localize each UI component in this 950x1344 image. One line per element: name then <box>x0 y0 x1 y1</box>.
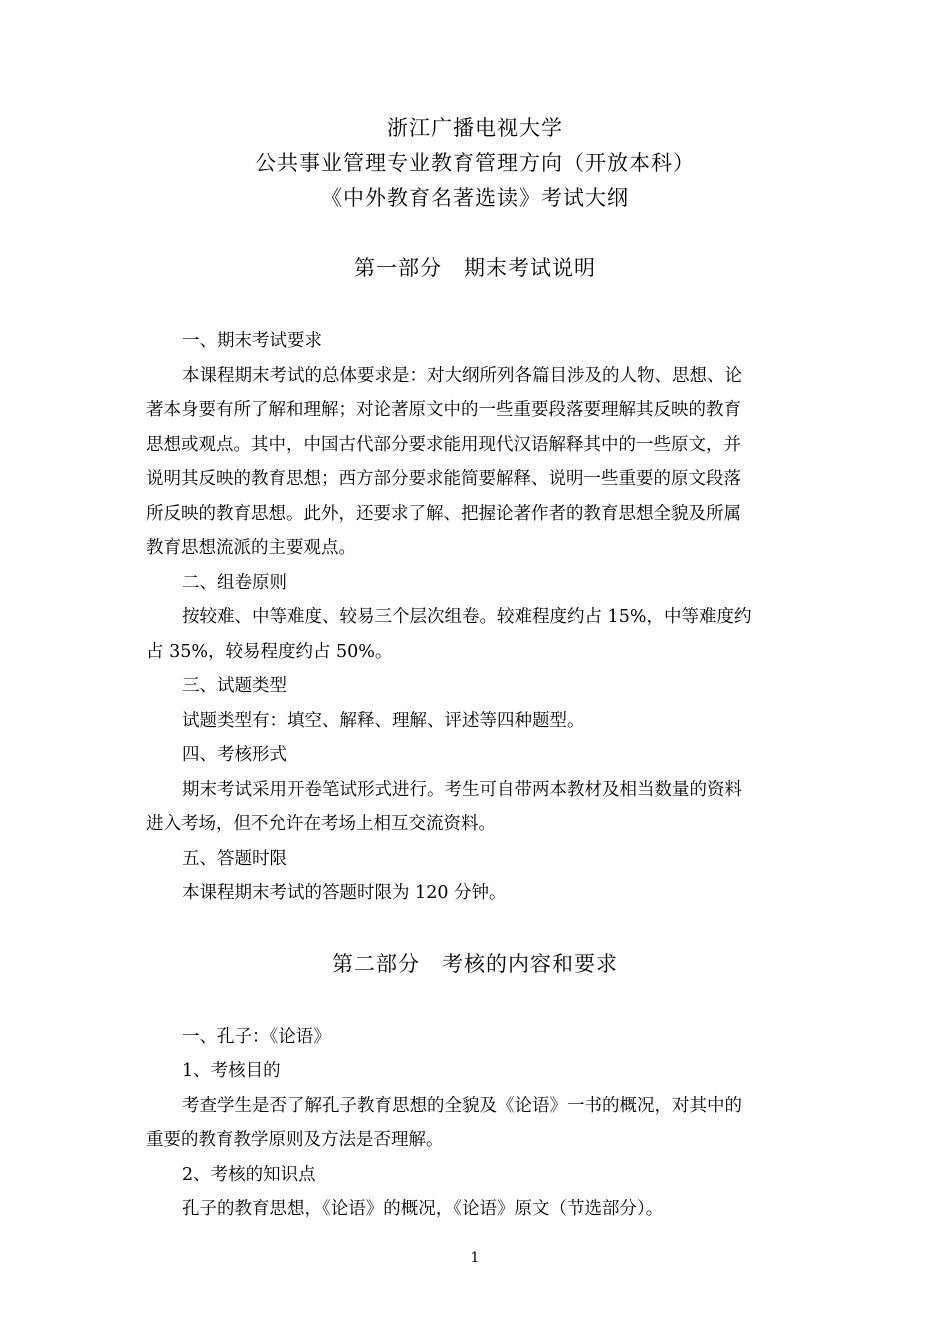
section-title: 一、孔子：《论语》 <box>182 1027 331 1047</box>
paragraph-line: 占 35%，较易程度约占 50%。 <box>146 642 393 662</box>
paragraph-line: 孔子的教育思想，《论语》的概况，《论语》原文（节选部分）。 <box>182 1199 664 1219</box>
part2-heading: 第二部分 考核的内容和要求 <box>332 952 618 976</box>
program-title: 公共事业管理专业教育管理方向（开放本科） <box>255 151 695 175</box>
paragraph-line: 本课程期末考试的答题时限为 120 分钟。 <box>182 883 507 903</box>
subsection-title: 1、考核目的 <box>182 1061 281 1081</box>
paragraph-line: 进入考场，但不允许在考场上相互交流资料。 <box>146 814 496 834</box>
paragraph-line: 教育思想流派的主要观点。 <box>146 538 356 558</box>
section-title: 三、试题类型 <box>182 676 287 696</box>
section-title: 一、期末考试要求 <box>182 331 322 351</box>
paragraph-line: 著本身要有所了解和理解；对论著原文中的一些重要段落要理解其反映的教育 <box>146 400 741 420</box>
paragraph-line: 按较难、中等难度、较易三个层次组卷。较难程度约占 15%，中等难度约 <box>182 607 752 627</box>
paragraph-line: 考查学生是否了解孔子教育思想的全貌及《论语》一书的概况，对其中的 <box>182 1096 742 1116</box>
paragraph-line: 思想或观点。其中，中国古代部分要求能用现代汉语解释其中的一些原文，并 <box>146 435 741 455</box>
part1-heading: 第一部分 期末考试说明 <box>354 256 596 280</box>
section-title: 五、答题时限 <box>182 849 287 869</box>
paragraph-line: 说明其反映的教育思想；西方部分要求能简要解释、说明一些重要的原文段落 <box>146 469 741 489</box>
exam-title: 《中外教育名著选读》考试大纲 <box>321 186 629 210</box>
paragraph-line: 试题类型有：填空、解释、理解、评述等四种题型。 <box>182 711 585 731</box>
page-number: 1 <box>470 1250 480 1266</box>
paragraph-line: 本课程期末考试的总体要求是：对大纲所列各篇目涉及的人物、思想、论 <box>182 366 742 386</box>
paragraph-line: 期末考试采用开卷笔试形式进行。考生可自带两本教材及相当数量的资料 <box>182 780 742 800</box>
university-title: 浙江广播电视大学 <box>387 116 563 140</box>
subsection-title: 2、考核的知识点 <box>182 1165 316 1185</box>
section-title: 二、组卷原则 <box>182 573 287 593</box>
section-title: 四、考核形式 <box>182 745 287 765</box>
paragraph-line: 所反映的教育思想。此外，还要求了解、把握论著作者的教育思想全貌及所属 <box>146 504 741 524</box>
paragraph-line: 重要的教育教学原则及方法是否理解。 <box>146 1130 444 1150</box>
